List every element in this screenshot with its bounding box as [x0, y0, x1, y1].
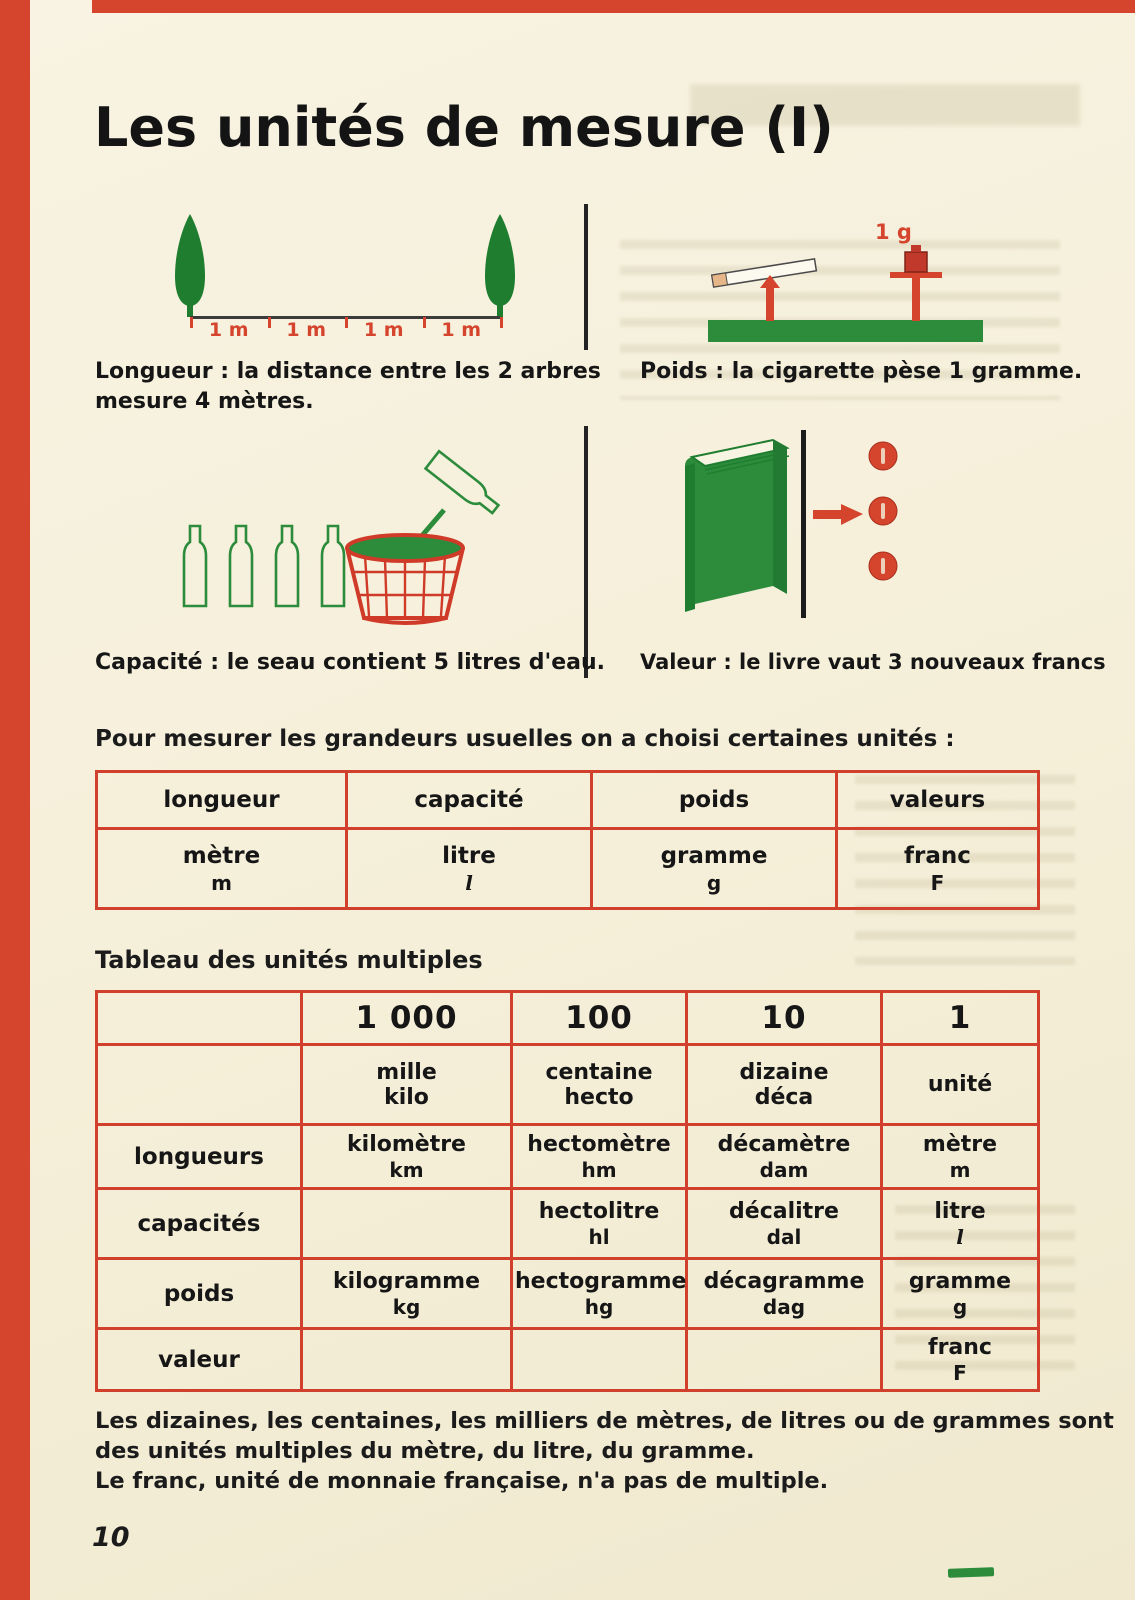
row-label-poids: poids [97, 1259, 302, 1329]
page-title: Les unités de mesure (I) [94, 96, 834, 160]
value-header-10: 10 [687, 992, 882, 1045]
intro-sentence: Pour mesurer les grandeurs usuelles on a choisi certaines unités : [95, 726, 955, 752]
bottle-icon [322, 526, 344, 606]
separator-line [801, 430, 806, 618]
empty-cell [302, 1329, 512, 1391]
unit-cell-litre [347, 829, 592, 909]
footer-line: Les dizaines, les centaines, les milliers de mètres, de litres ou de grammes sont [95, 1408, 1114, 1434]
green-mark [948, 1567, 994, 1578]
units-header-longueur: longueur [97, 772, 347, 829]
unit-symbol: m [211, 870, 232, 895]
unit-symbol: g [706, 870, 722, 895]
bottle-icon [276, 526, 298, 606]
cell-decalitre: décalitre dal [687, 1189, 882, 1259]
row-valeur [97, 1329, 1039, 1391]
unit-symbol: l [465, 870, 473, 895]
units-header-valeurs: valeurs [837, 772, 1039, 829]
empty-cell [512, 1329, 687, 1391]
unit-cell-franc [837, 829, 1039, 909]
meter-tick-labels [190, 319, 500, 341]
footer-line: des unités multiples du mètre, du litre, du gramme. [95, 1438, 755, 1465]
weight-figure [650, 210, 1050, 350]
cell-kilogramme: kilogramme kg [302, 1259, 512, 1329]
multiples-value-row [97, 992, 1039, 1045]
name-header-unite: unité [882, 1045, 1039, 1125]
capacity-caption: Capacité : le seau contient 5 litres d'eau. [95, 650, 606, 675]
length-caption: Longueur : la distance entre les 2 arbres mesure 4 mètres. [95, 359, 601, 414]
page-number: 10 [92, 1522, 130, 1553]
unit-name: gramme [660, 842, 768, 869]
arrow-icon [813, 504, 863, 525]
tree-icon [162, 212, 218, 318]
tick-label: 1 m [363, 319, 404, 341]
tick-label: 1 m [286, 319, 327, 341]
balance-scale-icon [650, 230, 1050, 350]
value-header-100: 100 [512, 992, 687, 1045]
unit-name: litre [442, 842, 496, 869]
tree-icon [472, 212, 528, 318]
row-poids [97, 1259, 1039, 1329]
empty-cell [687, 1329, 882, 1391]
value-figure [655, 426, 1085, 641]
name-header-dizaine-deca: dizaine déca [687, 1045, 882, 1125]
empty-cell [97, 992, 302, 1045]
units-header-capacite: capacité [347, 772, 592, 829]
name-header-centaine-hecto: centaine hecto [512, 1045, 687, 1125]
bottles-and-bucket-icon [150, 438, 620, 638]
cell-litre: litre l [882, 1189, 1039, 1259]
bucket-icon [347, 535, 463, 623]
unit-name: franc [904, 842, 971, 869]
multiples-name-row [97, 1045, 1039, 1125]
unit-symbol: F [930, 870, 945, 895]
tick-label: 1 m [441, 319, 482, 341]
unit-name: mètre [182, 842, 261, 869]
cell-kilometre: kilomètre km [302, 1125, 512, 1189]
bottle-icon [230, 526, 252, 606]
value-caption: Valeur : le livre vaut 3 nouveaux francs [640, 650, 1106, 674]
name-header-mille-kilo: mille kilo [302, 1045, 512, 1125]
multiples-heading: Tableau des unités multiples [95, 946, 483, 974]
unit-cell-gramme [592, 829, 837, 909]
cell-hectometre: hectomètre hm [512, 1125, 687, 1189]
cell-hectolitre: hectolitre hl [512, 1189, 687, 1259]
bottle-icon [184, 526, 206, 606]
book-and-coins-icon [655, 426, 1085, 636]
cell-hectogramme: hectogramme hg [512, 1259, 687, 1329]
cell-franc: franc F [882, 1329, 1039, 1391]
multiples-table [95, 990, 1040, 1392]
row-label-valeur: valeur [97, 1329, 302, 1391]
book-icon [685, 440, 789, 612]
left-red-margin-bar [0, 0, 30, 1600]
one-gram-label: 1 g [875, 220, 912, 244]
row-label-capacites: capacités [97, 1189, 302, 1259]
pouring-bottle-icon [426, 451, 503, 518]
cell-decagramme: décagramme dag [687, 1259, 882, 1329]
footer-line: Le franc, unité de monnaie française, n'a pas de multiple. [95, 1468, 829, 1495]
coin-icon [869, 442, 897, 470]
row-capacites [97, 1189, 1039, 1259]
length-figure [150, 212, 590, 352]
units-table-unit-row [97, 829, 1039, 909]
cell-gramme: gramme g [882, 1259, 1039, 1329]
value-header-1: 1 [882, 992, 1039, 1045]
cell-metre: mètre m [882, 1125, 1039, 1189]
tick-label: 1 m [208, 319, 249, 341]
cell-decametre: décamètre dam [687, 1125, 882, 1189]
tick-mark [500, 317, 503, 328]
weight-caption: Poids : la cigarette pèse 1 gramme. [640, 359, 1083, 384]
units-table [95, 770, 1040, 910]
units-table-header-row [97, 772, 1039, 829]
empty-cell [302, 1189, 512, 1259]
row-label-longueurs: longueurs [97, 1125, 302, 1189]
row-longueurs [97, 1125, 1039, 1189]
coin-icon [869, 497, 897, 525]
footer-paragraph [95, 1406, 1114, 1496]
value-header-1000: 1 000 [302, 992, 512, 1045]
unit-cell-metre [97, 829, 347, 909]
capacity-figure [150, 438, 620, 638]
top-red-edge-bar [92, 0, 1135, 13]
units-header-poids: poids [592, 772, 837, 829]
coin-icon [869, 552, 897, 580]
empty-cell [97, 1045, 302, 1125]
